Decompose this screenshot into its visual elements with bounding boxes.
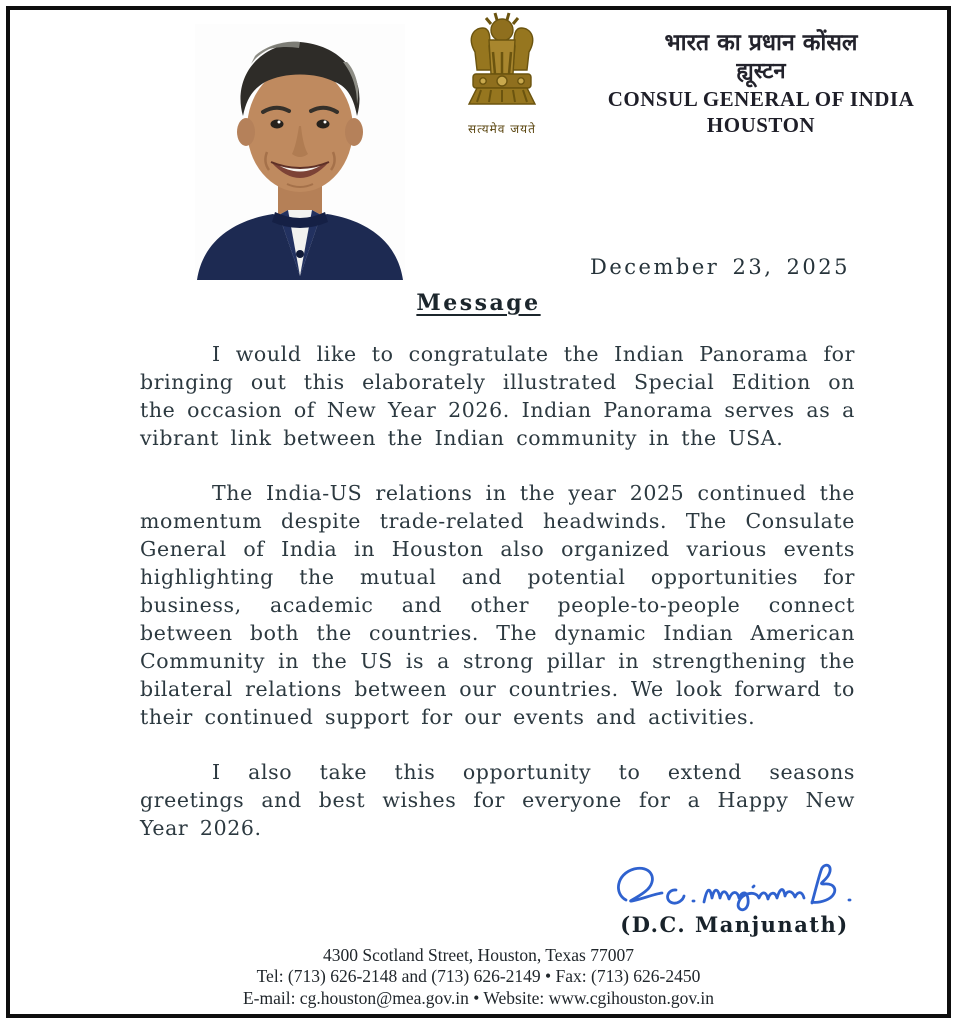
- letterhead-org-city: HOUSTON: [706, 113, 816, 137]
- letter-page: [6, 6, 951, 1018]
- consul-portrait-photo: [195, 24, 405, 280]
- letter-date: December 23, 2025: [590, 255, 850, 279]
- letterhead-org-name: CONSUL GENERAL OF INDIA: [607, 87, 915, 111]
- letter-body: [140, 340, 855, 869]
- emblem-motto: सत्यमेव जयते: [468, 122, 536, 136]
- letter-footer: [10, 945, 947, 1010]
- letterhead-hindi-title: भारत का प्रधान कोंसल: [664, 30, 858, 56]
- signature-ink: [606, 860, 864, 914]
- footer-email-website: E-mail: cg.houston@mea.gov.in • Website: www.cgihouston.gov.in: [242, 987, 715, 1008]
- letterhead-hindi-city: ह्यूस्टन: [736, 59, 786, 84]
- message-title-text: Message: [416, 290, 541, 316]
- message-title: [10, 290, 947, 316]
- signature-block: [602, 860, 867, 937]
- body-paragraph-1: I would like to congratulate the Indian Panorama for bringing out this elaborately illustrated Special Edition on the occasion of New Year 2026. Indian Panorama serves as a vibrant link between the Indian community in the USA.: [140, 342, 855, 450]
- footer-phone-fax: Tel: (713) 626-2148 and (713) 626-2149 • Fax: (713) 626-2450: [256, 966, 701, 986]
- body-paragraph-2: The India-US relations in the year 2025 continued the momentum despite trade-related headwinds. The Consulate General of India in Houston also organized various events highlighting the mutual and potential opportunities for business, academic and other people-to-people connect between both the countries. The dynamic Indian American Community in the US is a strong pillar in strengthening the bilateral relations between our countries. We look forward to their continued support for our events and activities.: [140, 481, 855, 729]
- body-paragraph-3: I also take this opportunity to extend seasons greetings and best wishes for everyone for a Happy New Year 2026.: [140, 760, 855, 840]
- footer-address: 4300 Scotland Street, Houston, Texas 77007: [323, 944, 634, 965]
- portrait-illustration: [195, 24, 405, 280]
- ashoka-lion-capital-icon: [447, 12, 557, 120]
- letterhead: [585, 28, 937, 138]
- india-state-emblem: [443, 12, 561, 144]
- signatory-name: (D.C. Manjunath): [620, 912, 849, 937]
